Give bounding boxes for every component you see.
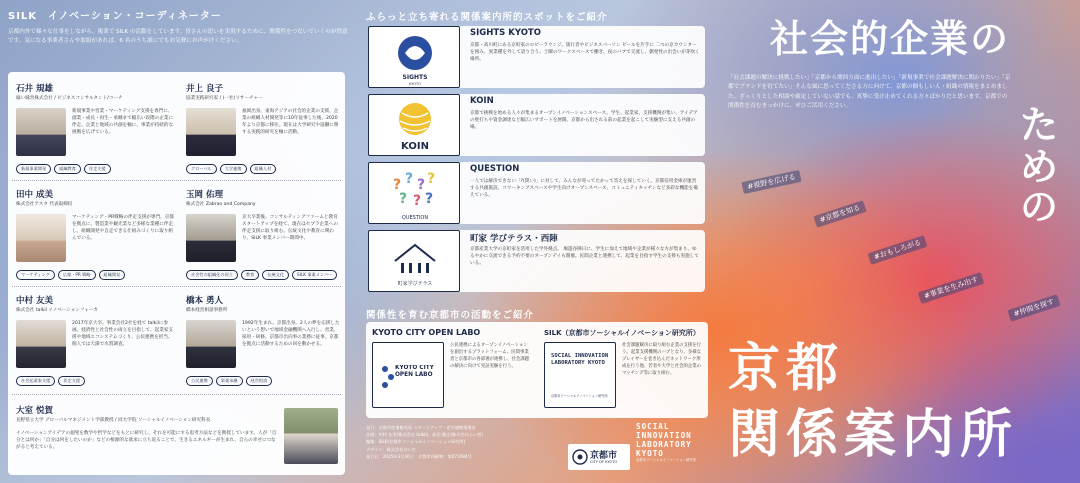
coordinator-card — [16, 188, 174, 207]
coordinator-photo — [16, 214, 66, 262]
coordinator-photo — [186, 320, 236, 368]
coordinator-affiliation: 協業実践研究家 / (一社)リサーチャー — [186, 96, 263, 101]
silk-mark-line: LABORATORY — [636, 440, 692, 449]
tag: 組織開発 — [99, 270, 126, 280]
tag: SILK 事業メンバー — [292, 270, 337, 280]
tag: 伴走支援 — [84, 164, 111, 174]
tag-list — [186, 164, 276, 174]
spot-logo-text: SIGHTS — [402, 74, 428, 81]
cover-title-kankei: 関係案内所 — [728, 405, 1019, 465]
spot-logo — [368, 230, 460, 292]
silk-logo-sub: 京都市ソーシャルイノベーション研究所 — [551, 394, 608, 398]
credit-line: 編集：SILK(京都市ソーシャルイノベーション研究所) — [366, 439, 466, 445]
spot-card — [368, 94, 705, 156]
silk-mark-line: KYOTO — [636, 449, 664, 458]
coordinator-name: 石井 規雄 — [16, 84, 53, 94]
coordinator-desc: マーケティング・PR戦略の伴走支援が専門。京都を拠点に、製造業や観光業など多様な業種に伴走し、組織開発や自走できる仕組みづくりに取り組んでいる。 — [72, 215, 174, 241]
credit-line: 発行：京都市産業観光局 スタートアップ・産学連携推進室 — [366, 425, 476, 430]
spot-card — [368, 26, 705, 88]
coordinator-name: 田中 成美 — [16, 190, 53, 200]
tag-list — [16, 270, 125, 280]
svg-text:?: ? — [393, 177, 402, 193]
dots-icon — [373, 343, 445, 409]
spot-title: SIGHTS KYOTO — [470, 28, 541, 38]
svg-text:?: ? — [425, 191, 434, 207]
tag: マーケティング — [16, 270, 55, 280]
credits — [366, 424, 566, 460]
spot-logo-text: 町家学びテラス — [397, 281, 433, 287]
spot-card — [368, 162, 705, 224]
open-labo-logo-text: KYOTO CITY OPEN LABO — [395, 365, 434, 378]
coordinator-card — [186, 294, 344, 313]
tag: 新規事業開発 — [16, 164, 51, 174]
silk-mark-line: INNOVATION — [636, 431, 692, 440]
credit-line: 発行日：2025年3月30日 京都市印刷物：第071084号 — [366, 453, 472, 459]
yarn-ball-icon — [369, 95, 461, 157]
cover-title-top: 社会的企業の — [770, 17, 1011, 61]
section-intro: 京都内外で様々な仕事をしながら、複業で SILK の活動をしています。皆さんの思いを実現するために、関係性をつないでいくのが得意です。気になる事業者さんや取組があれば、6 名のうち誰にでもお気軽にお声がけください。 — [8, 29, 348, 44]
coordinator-desc: イノベーションアイデアの創発を数学や哲学などをもとに研究し、それを可能にする思考方法などを教授しています。人が「自分とは何か」「自分は何をしたいのか」などの根源的な欲求に立ち返ることで、生きるエネルギーが生まれ、自らの幸せにつながると考えている。 — [16, 431, 277, 450]
tag: 社会起業家支援 — [16, 376, 55, 386]
divider — [12, 394, 341, 395]
tag: グローバル — [186, 164, 217, 174]
tag: 組織教育 — [54, 164, 81, 174]
city-name: 京都市 — [590, 451, 618, 461]
silk-title: SILK（京都市ソーシャルイノベーション研究所） — [544, 329, 700, 337]
hashtag: #事業を生み出す — [918, 272, 985, 304]
tag-list — [16, 164, 111, 174]
kyoto-city-logo — [568, 444, 630, 470]
activities-panel — [366, 322, 708, 418]
open-labo-logo — [372, 342, 444, 408]
tag: 公民連携 — [186, 376, 213, 386]
spot-title: KOIN — [470, 96, 494, 106]
coordinator-affiliation: 長野県立大学 グローバルマネジメント学部教授 / 同大学院 ソーシャルイノベーション研究科長 — [16, 418, 211, 423]
svg-text:?: ? — [413, 193, 422, 209]
coordinator-affiliation: 株式会社アスタ 代表取締役 — [16, 202, 73, 207]
divider — [12, 180, 341, 181]
coordinator-affiliation: 縁い縁営株式会社 / ビジネスコンサルタント/コーチ — [16, 96, 123, 101]
svg-text:?: ? — [405, 171, 414, 187]
city-sub: CITY OF KYOTO — [590, 460, 618, 464]
silk-desc: 社会課題解決に取り組む企業の支援を行う。起業支援機関のハブとなり、多様なプレイヤーを巻き込んだネットワーク形成を行う他、若者や大学と社会的企業のマッチング等に取り組む。 — [622, 343, 702, 376]
tag-list — [186, 270, 337, 280]
open-labo-title: KYOTO CITY OPEN LABO — [372, 328, 481, 337]
spot-logo — [368, 26, 460, 88]
coordinator-name: 中村 友美 — [16, 296, 53, 306]
cover-intro: 「社会課題の解決に挑戦したい」「京都から関西方面に進出したい」「新規事業で社会課題解決に関わりたい」「京都でブランドを育てたい」そんな風に思ってくださる方に向けて、京都の個もしい人・組織の情報をまとめました。ざっくりとした相談や確定していない話でも、真摯に受け止めてくれる方々ばかりだと思います。京都での関係性を育むきっかけに、ぜひご活用ください。 — [728, 75, 1011, 110]
spot-logo — [368, 162, 460, 224]
spot-logo-sub: KYOTO — [409, 82, 421, 86]
coordinator-photo — [186, 214, 236, 262]
silk-mark-line: SOCIAL — [636, 422, 670, 431]
tag-list — [186, 376, 272, 386]
coordinator-photo — [16, 320, 66, 368]
cover-title-me: め — [1020, 145, 1059, 189]
spot-logo-text: KOIN — [401, 141, 429, 152]
spot-desc: 京都で挑戦を始める人々が集まるオープンイノベーションスペース。学生、起業家、支援機関が集い、アイデアの壁打ちや資金調達など幅広いサポートを展開。京都から出される前の起業を起こして実験型に支える共創の場。 — [470, 111, 698, 131]
tag-list — [16, 376, 85, 386]
section-title: SILK イノベーション・コーディネーター — [8, 11, 222, 22]
coordinator-desc: 京大卒業後、コンサルティングファームと教育スタートアップを経て、現在はセプラ企業への伴走支援に取り組む。伝統文化や教育に関わり、SILK 事業メンバー期間中。 — [242, 215, 338, 241]
coordinator-desc: 2017年京大卒。事業会社2社を経て talkilに参画。経済性と社会性の両立を目指して、起業家支援や地域エコシステムづくり、公民連携を担当。個人では天満で水質調査。 — [72, 321, 173, 347]
svg-text:?: ? — [427, 171, 436, 187]
spot-desc: 京都・高川町にある京町家のロビーラウンジ。旅行者やビジネスパーソン ビールを片手に 二つの京カウンターを囲み、異業種を外して語り合う。土曜のワークスペースで働き、夜のバブで交流し、偶発性の出会いが芽吹く場所。 — [470, 43, 700, 63]
coordinator-affiliation: 橋本経営相談事務所 — [186, 308, 228, 313]
coordinator-card — [16, 294, 174, 313]
credit-line: 企画：中村 友美(株式会社 talkil)、前田 慶広(株式会社よい者) — [366, 432, 483, 438]
coordinator-card — [16, 404, 276, 423]
spots-heading: ふらっと立ち寄れる関係案内所的スポットをご紹介 — [366, 12, 608, 23]
activities-heading: 関係性を育む京都市の活動をご紹介 — [366, 310, 535, 321]
spot-logo-text: QUESTION — [401, 215, 429, 221]
coordinator-affiliation: 株式会社 Zabrao and Company — [186, 202, 256, 207]
tag: 大学連携 — [220, 164, 247, 174]
tag: 事業承継 — [216, 376, 243, 386]
coordinator-photo — [16, 108, 66, 156]
hashtag: #おもしろがる — [868, 235, 928, 265]
coordinator-card — [186, 188, 344, 207]
spot-desc: 京都産業大学の京町家を活用した学外拠点。 堀遊谷陣日に、学生に加えて地域や企業が様々な方が集まり、ゆるやかに交流できる予約不要のオープンデイも開催。民間企業と連携して、起業を目指す学生の支援も実施している。 — [470, 247, 699, 267]
coordinator-card — [186, 82, 344, 101]
spot-title: 町家 学びテラス・西陣 — [470, 234, 558, 244]
coordinator-desc: 1992年生まれ。京都出身。2人の夢を応援したいという想いで地域金融機関へ入行し、営業、採用・研修。京都市出向事の業務に従事。京都を拠点に活動するための回を動かせる。 — [242, 321, 340, 347]
tag: 伝統文化 — [262, 270, 289, 280]
question-marks-icon — [369, 163, 461, 225]
coordinator-affiliation: 株式会社 talkil イノベーションフォーカ — [16, 308, 98, 313]
spot-logo — [368, 94, 460, 156]
cover-title-kyoto: 京都 — [728, 339, 845, 399]
coordinator-card — [16, 82, 174, 101]
cover-title-no: の — [1020, 185, 1059, 229]
coordinator-name: 玉岡 佑理 — [186, 190, 223, 200]
svg-text:?: ? — [399, 191, 408, 207]
silk-mark-sub: 京都市ソーシャルイノベーション研究所 — [636, 458, 697, 462]
tag: 経営相談 — [246, 376, 273, 386]
silk-logo-text: SOCIAL INNOVATION LABORATORY KYOTO — [551, 353, 609, 366]
tag: 伴走支援 — [58, 376, 85, 386]
coordinator-name: 井上 良子 — [186, 84, 223, 94]
coordinator-panel — [8, 72, 345, 475]
tag: 社会性の組織化の両立 — [186, 270, 238, 280]
coordinator-name: 橋本 勇人 — [186, 296, 223, 306]
cover-title-ta: た — [1020, 103, 1059, 147]
coordinator-desc: 福岡出身。東海アジアの社会的企業の支援、企業の組織人材開発等に10年従事した後、2020年より京都に移住。現在は大学研究や協働に関する実践的研究を軸に活動。 — [242, 109, 339, 135]
coordinator-photo — [284, 408, 338, 464]
hashtag: #仲間を探す — [1007, 294, 1060, 321]
coordinator-header — [8, 7, 348, 46]
svg-text:?: ? — [417, 177, 426, 193]
hashtag: #京都を知る — [813, 200, 866, 227]
coordinator-desc: 新規事業や営業・マーケティング支援を専門に、創業・成長・再生・承継まで幅広い段階の企業に伴走。企業と地域の共創を軸に、事業が持続的な挑戦を広げている。 — [72, 109, 174, 135]
tag: 広報・PR 戦略 — [58, 270, 96, 280]
leaf-icon — [369, 27, 461, 89]
house-icon — [369, 231, 461, 293]
open-labo-desc: 公民連携によるオープンイノベーションを創出するプラットフォーム。民間事業者と京都市の各部署が連携し、社会課題の解決に向けて実証実験を行う。 — [450, 343, 530, 369]
silk-mark — [636, 422, 714, 463]
silk-logo — [544, 342, 616, 408]
divider — [12, 286, 341, 287]
tag: 組織人材 — [250, 164, 277, 174]
coordinator-photo — [186, 108, 236, 156]
spot-title: QUESTION — [470, 164, 520, 174]
city-emblem-icon — [570, 444, 590, 470]
coordinator-name: 大室 悦賀 — [16, 406, 53, 416]
tag: 教育 — [241, 270, 259, 280]
credit-line: デザイン：株式会社はいだ — [366, 446, 416, 452]
hashtag: #視野を広げる — [741, 170, 801, 194]
spot-card — [368, 230, 705, 292]
spot-desc: 一人では解決できない「?(問い)」に対して、みんなが寄ってたかって答えを探していく。京都信用金庫が運営する共創施設。コワーキングスペースや学生向けオープンスペース、コミュニティキッチンなど多彩な機能を備えている。 — [470, 179, 698, 199]
